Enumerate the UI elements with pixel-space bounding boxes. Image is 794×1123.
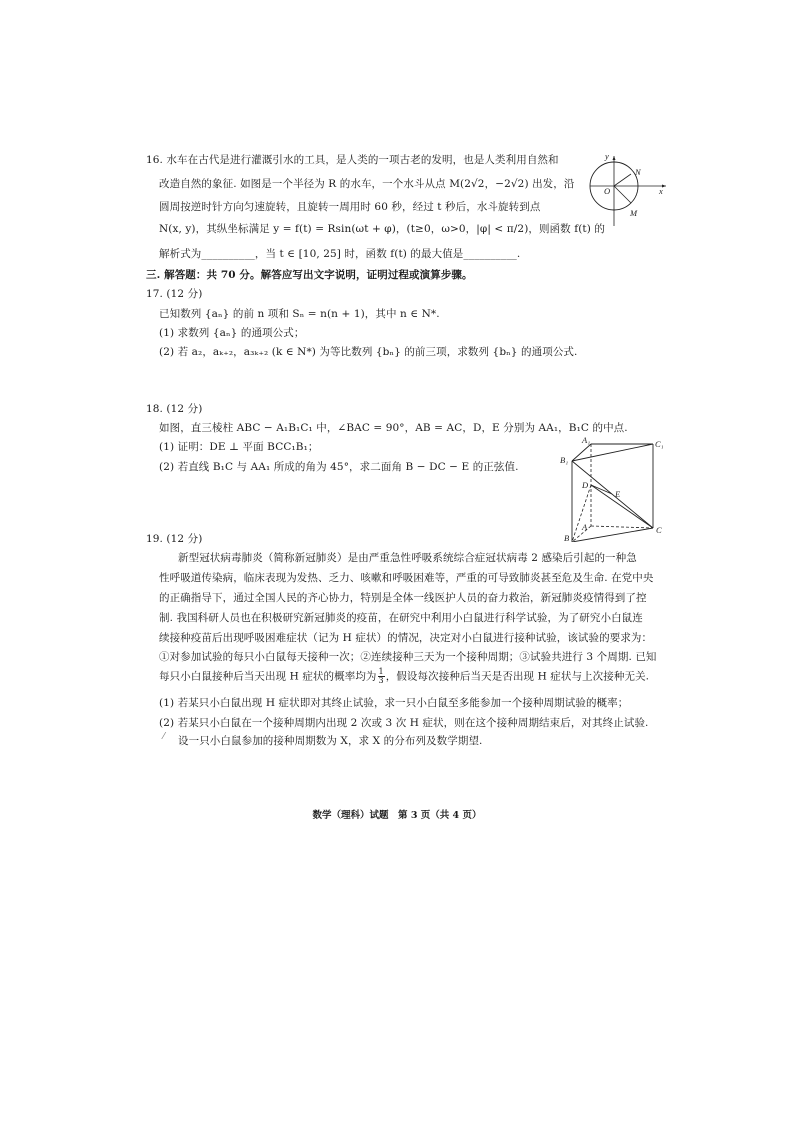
q19-para-line-4: 制. 我国科研人员也在积极研究新冠肺炎的疫苗，在研究中利用小白鼠进行科学试验，为了研究小白鼠连 [159,612,643,624]
scan-mark: ⁄ [163,732,165,742]
label-y: y [605,151,609,161]
segment-db-hidden [572,485,591,542]
q19-line7-end: ，假设每次接种后当天是否出现 H 症状与上次接种无关. [385,670,650,683]
segment-dc [591,485,653,528]
q19-para-line-2: 性呼吸道传染病，临床表现为发热、乏力、咳嗽和呼吸困难等，严重的可导致肺炎甚至危及生命. 在党中央 [159,572,654,584]
label-m: M [630,208,638,218]
label-n: N [635,167,641,177]
fraction-denominator: 3 [378,676,384,685]
q19-line7-start: 每只小白鼠接种后当天出现 H 症状的概率均为 [159,670,377,683]
q18-line-2: (1) 证明：DE ⊥ 平面 BCC₁B₁； [159,441,319,453]
label-c1: C₁ [655,439,664,449]
segment-b1c [572,461,653,528]
label-a1: A₁ [582,436,591,445]
label-e: E [615,489,621,499]
fraction-numerator: 1 [378,667,384,676]
q19-para-line-5: 续接种疫苗后出现呼吸困难症状（记为 H 症状）的情况，决定对小白鼠进行接种试验，该试验的要求为： [159,632,653,644]
prism-figure [558,436,668,542]
page-footer: 数学（理科）试题 第 3 页（共 4 页） [312,810,482,821]
q19-para-line-3: 的正确指导下，通过全国人民的齐心协力，特别是全体一线医护人员的奋力救治，新冠肺炎疫情得到了控 [159,592,647,604]
q19-para-line-7 [159,668,649,685]
q18-line-1: 如图，直三棱柱 ABC − A₁B₁C₁ 中，∠BAC = 90°，AB = AC，D，E 分别为 AA₁，B₁C 的中点. [159,422,628,434]
radius-on [614,174,631,186]
label-x: x [659,186,663,196]
q16-line-4: N(x, y)，其纵坐标满足 y = f(t) = Rsin(ωt + φ)，(t≥0，ω>0，|φ| < π/2)，则函数 f(t) 的 [159,223,605,235]
q18-line-3: (2) 若直线 B₁C 与 AA₁ 所成的角为 45°，求二面角 B − DC − E 的正弦值. [159,461,519,473]
q19-para-line-6: ①对参加试验的每只小白鼠每天接种一次；②连续接种三天为一个接种周期；③试验共进行 3 个周期. 已知 [159,651,657,663]
label-c: C [656,525,662,535]
probability-fraction [378,668,385,685]
q17-heading: 17. (12 分) [146,288,203,300]
q19-part-1: (1) 若某只小白鼠出现 H 症状即对其终止试验，求一只小白鼠至多能参加一个接种周期试验的概率； [159,697,629,709]
q16-line-1: 16. 水车在古代是进行灌溉引水的工具，是人类的一项古老的发明，也是人类利用自然和 [146,154,559,166]
q17-line-1: 已知数列 {aₙ} 的前 n 项和 Sₙ = n(n + 1)，其中 n ∈ N*. [159,308,440,320]
radius-om [614,186,631,203]
q17-line-3: (2) 若 a₂，aₖ₊₂，a₃ₖ₊₂ (k ∈ N*) 为等比数列 {bₙ} 的前三项，求数列 {bₙ} 的通项公式. [159,346,578,358]
label-d: D [582,480,589,490]
q16-line-5: 解析式为__________，当 t ∈ [10, 25] 时，函数 f(t) 的最大值是__________. [159,248,521,260]
edge-a1b1 [572,444,591,461]
q19-para-line-1: 新型冠状病毒肺炎（简称新冠肺炎）是由严重急性呼吸系统综合症冠状病毒 2 感染后引起的一种急 [178,552,637,564]
q19-part-2-cont: 设一只小白鼠参加的接种周期数为 X，求 X 的分布列及数学期望. [178,735,483,747]
edge-ac-hidden [591,526,653,528]
q17-line-2: (1) 求数列 {aₙ} 的通项公式； [159,327,305,339]
q19-part-2: (2) 若某只小白鼠在一个接种周期内出现 2 次或 3 次 H 症状，则在这个接种周期结束后，对其终止试验. [159,717,649,729]
label-a: A [582,522,588,532]
waterwheel-figure [586,150,670,228]
label-o: O [604,186,611,196]
q16-line-3: 圆周按逆时针方向匀速旋转，且旋转一周用时 60 秒，经过 t 秒后，水斗旋转到点 [159,201,541,213]
q18-heading: 18. (12 分) [146,403,203,415]
q19-heading: 19. (12 分) [146,533,203,545]
label-b: B [564,533,570,542]
section-3-heading: 三. 解答题：共 70 分。解答应写出文字说明，证明过程或演算步骤。 [146,269,473,281]
q16-line-2: 改造自然的象征. 如图是一个半径为 R 的水车，一个水斗从点 M(2√2，−2√2) 出发，沿 [159,178,575,190]
edge-b1c1 [572,444,653,461]
label-b1: B₁ [560,455,569,465]
y-axis-arrow [613,156,616,160]
